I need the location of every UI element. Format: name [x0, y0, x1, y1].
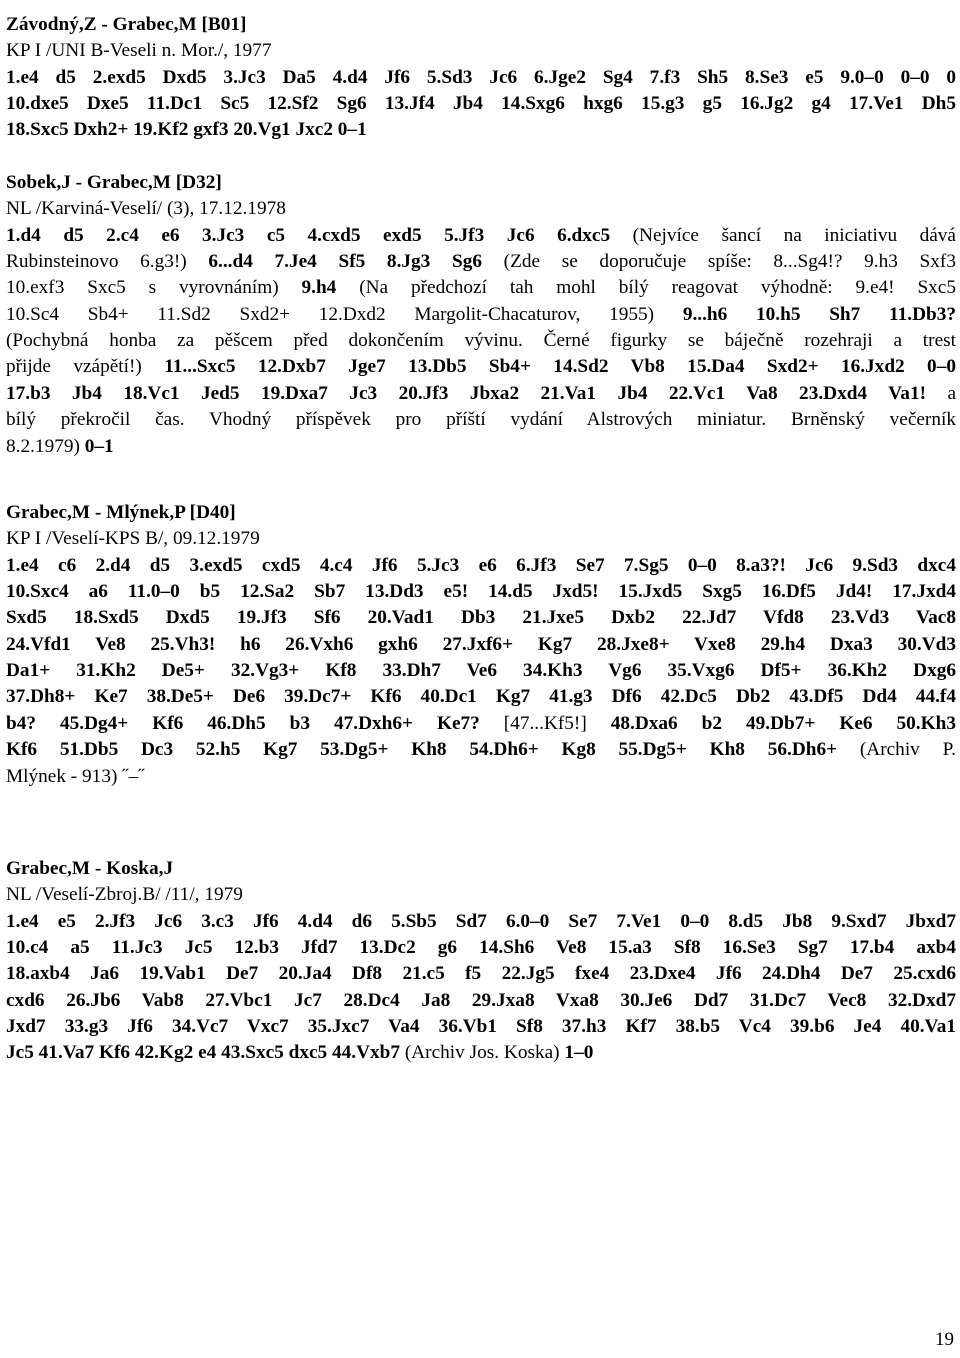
plain-text: 10.exf3 Sxc5 s vyrovnáním) — [6, 277, 302, 299]
bold-text: Kf6 51.Db5 Dc3 52.h5 Kg7 53.Dg5+ Kh8 54.Dh6+ Kg8 55.Dg5+ Kh8 56.Dh6+ — [6, 739, 838, 761]
game-event — [6, 38, 956, 64]
bold-text: 17.b3 Jb4 18.Vc1 Jed5 19.Dxa7 Jc3 20.Jf3 Jbxa2 21.Va1 Jb4 22.Vc1 Va8 23.Dxd4 Va1! — [6, 382, 927, 404]
bold-text: 1.d4 d5 2.c4 e6 3.Jc3 c5 4.cxd5 exd5 5.Jf3 Jc6 6.dxc5 — [6, 224, 611, 246]
game-event — [6, 526, 956, 552]
plain-text: bílý překročil čas. Vhodný příspěvek pro příští vydání Alstrových miniatur. Brněnský večerník — [6, 409, 956, 431]
plain-text: Rubinsteinovo 6.g3!) — [6, 251, 209, 273]
game-moves-line — [6, 328, 956, 354]
bold-text: Grabec,M - Mlýnek,P [D40] — [6, 502, 236, 523]
bold-text: 18.Sxc5 Dxh2+ 19.Kf2 gxf3 20.Vg1 Jxc2 0–1 — [6, 119, 367, 141]
game-moves-line — [6, 275, 956, 301]
bold-text: 10.c4 a5 11.Jc3 Jc5 12.b3 Jfd7 13.Dc2 g6 14.Sh6 Ve8 15.a3 Sf8 16.Se3 Sg7 17.b4 axb4 — [6, 937, 956, 959]
game-heading — [6, 12, 956, 38]
bold-text: 9.h4 — [301, 277, 337, 299]
game-moves-line — [6, 684, 956, 710]
plain-text: (Na předchozí tah mohl bílý reagovat výhodně: 9.e4! Sxc5 — [336, 277, 957, 299]
bold-text: 1.e4 c6 2.d4 d5 3.exd5 cxd5 4.c4 Jf6 5.Jc3 e6 6.Jf3 Se7 7.Sg5 0–0 8.a3?! Jc6 9.Sd3 dxc4 — [6, 554, 956, 576]
bold-text: 10.Sxc4 a6 11.0–0 b5 12.Sa2 Sb7 13.Dd3 e5! 14.d5 Jxd5! 15.Jxd5 Sxg5 16.Df5 Jd4! 17.Jxd4 — [6, 581, 956, 603]
plain-text: (Zde se doporučuje spíše: 8...Sg4!? 9.h3 Sxf3 — [481, 251, 956, 273]
game-moves-line — [6, 553, 956, 579]
bold-text: Sobek,J - Grabec,M [D32] — [6, 172, 222, 193]
plain-text: a — [926, 382, 956, 404]
bold-text: Sxd5 18.Sxd5 Dxd5 19.Jf3 Sf6 20.Vad1 Db3 21.Jxe5 Dxb2 22.Jd7 Vfd8 23.Vd3 Vac8 — [6, 607, 956, 629]
game-moves-line — [6, 988, 956, 1014]
page-number: 19 — [935, 1329, 954, 1350]
plain-text: KP I /Veselí-KPS B/, 09.12.1979 — [6, 528, 260, 550]
game-heading — [6, 856, 956, 882]
bold-text: 1–0 — [564, 1042, 594, 1064]
bold-text: 0–1 — [84, 435, 114, 457]
bold-text: 24.Vfd1 Ve8 25.Vh3! h6 26.Vxh6 gxh6 27.Jxf6+ Kg7 28.Jxe8+ Vxe8 29.h4 Dxa3 30.Vd3 — [6, 633, 956, 655]
plain-text: KP I /UNI B-Veseli n. Mor./, 1977 — [6, 40, 272, 62]
bold-text: Da1+ 31.Kh2 De5+ 32.Vg3+ Kf8 33.Dh7 Ve6 34.Kh3 Vg6 35.Vxg6 Df5+ 36.Kh2 Dxg6 — [6, 660, 956, 682]
game-moves-line — [6, 579, 956, 605]
game-moves-line — [6, 407, 956, 433]
bold-text: Jc5 41.Va7 Kf6 42.Kg2 e4 43.Sxc5 dxc5 44.Vxb7 — [6, 1042, 401, 1064]
game-moves-line — [6, 935, 956, 961]
bold-text: 18.axb4 Ja6 19.Vab1 De7 20.Ja4 Df8 21.c5 f5 22.Jg5 fxe4 23.Dxe4 Jf6 24.Dh4 De7 25.cxd6 — [6, 963, 956, 985]
bold-text: 11...Sxc5 12.Dxb7 Jge7 13.Db5 Sb4+ 14.Sd2 Vb8 15.Da4 Sxd2+ 16.Jxd2 0–0 — [164, 356, 956, 378]
game-event — [6, 196, 956, 222]
game-heading — [6, 170, 956, 196]
bold-text: 37.Dh8+ Ke7 38.De5+ De6 39.Dc7+ Kf6 40.Dc1 Kg7 41.g3 Df6 42.Dc5 Db2 43.Df5 Dd4 44.f4 — [6, 686, 956, 708]
plain-text: 10.Sc4 Sb4+ 11.Sd2 Sxd2+ 12.Dxd2 Margolit-Chacaturov, 1955) — [6, 303, 683, 325]
game-moves-line — [6, 1040, 956, 1066]
game-moves-line — [6, 65, 956, 91]
plain-text: [47...Kf5!] — [479, 712, 611, 734]
plain-text: NL /Veselí-Zbroj.B/ /11/, 1979 — [6, 884, 243, 906]
game-moves-line — [6, 909, 956, 935]
bold-text: 1.e4 e5 2.Jf3 Jc6 3.c3 Jf6 4.d4 d6 5.Sb5 Sd7 6.0–0 Se7 7.Ve1 0–0 8.d5 Jb8 9.Sxd7 Jbxd7 — [6, 910, 956, 932]
game-moves-line — [6, 302, 956, 328]
plain-text: (Nejvíce šancí na iniciativu dává — [610, 224, 956, 246]
plain-text: (Archiv Jos. Koska) — [400, 1042, 565, 1064]
game-moves-line — [6, 764, 956, 790]
bold-text: Jxd7 33.g3 Jf6 34.Vc7 Vxc7 35.Jxc7 Va4 36.Vb1 Sf8 37.h3 Kf7 38.b5 Vc4 39.b6 Je4 40.Va1 — [6, 1016, 956, 1038]
game-moves-line — [6, 711, 956, 737]
game-heading — [6, 500, 956, 526]
bold-text: Závodný,Z - Grabec,M [B01] — [6, 14, 247, 35]
plain-text: 8.2.1979) — [6, 435, 85, 457]
plain-text: Mlýnek - 913) ˝–˝ — [6, 765, 145, 787]
game-moves-line — [6, 434, 956, 460]
plain-text: (Pochybná honba za pěšcem před dokončením vývinu. Černé figurky se báječně rozehraji a trest — [6, 330, 956, 352]
bold-text: 9...h6 10.h5 Sh7 11.Db3? — [682, 303, 956, 325]
bold-text: 48.Dxa6 b2 49.Db7+ Ke6 50.Kh3 — [610, 712, 956, 734]
bold-text: cxd6 26.Jb6 Vab8 27.Vbc1 Jc7 28.Dc4 Ja8 29.Jxa8 Vxa8 30.Je6 Dd7 31.Dc7 Vec8 32.Dxd7 — [6, 989, 956, 1011]
bold-text: 1.e4 d5 2.exd5 Dxd5 3.Jc3 Da5 4.d4 Jf6 5.Sd3 Jc6 6.Jge2 Sg4 7.f3 Sh5 8.Se3 e5 9.0–0 0–0 0 — [6, 66, 956, 88]
bold-text: Grabec,M - Koska,J — [6, 858, 174, 879]
game-moves-line — [6, 605, 956, 631]
game-moves-line — [6, 737, 956, 763]
game-moves-line — [6, 249, 956, 275]
plain-text: přijde vzápětí!) — [6, 356, 165, 378]
bold-text: 10.dxe5 Dxe5 11.Dc1 Sc5 12.Sf2 Sg6 13.Jf4 Jb4 14.Sxg6 hxg6 15.g3 g5 16.Jg2 g4 17.Ve1 Dh5 — [6, 93, 956, 115]
plain-text: (Archiv P. — [837, 739, 956, 761]
game-moves-line — [6, 223, 956, 249]
bold-text: 6...d4 7.Je4 Sf5 8.Jg3 Sg6 — [208, 251, 482, 273]
game-moves-line — [6, 632, 956, 658]
game-event — [6, 882, 956, 908]
game-moves-line — [6, 1014, 956, 1040]
game-moves-line — [6, 961, 956, 987]
game-moves-line — [6, 658, 956, 684]
game-moves-line — [6, 381, 956, 407]
plain-text: NL /Karviná-Veselí/ (3), 17.12.1978 — [6, 198, 286, 220]
bold-text: b4? 45.Dg4+ Kf6 46.Dh5 b3 47.Dxh6+ Ke7? — [6, 712, 480, 734]
game-moves-line — [6, 91, 956, 117]
game-moves-line — [6, 117, 956, 143]
game-moves-line — [6, 354, 956, 380]
